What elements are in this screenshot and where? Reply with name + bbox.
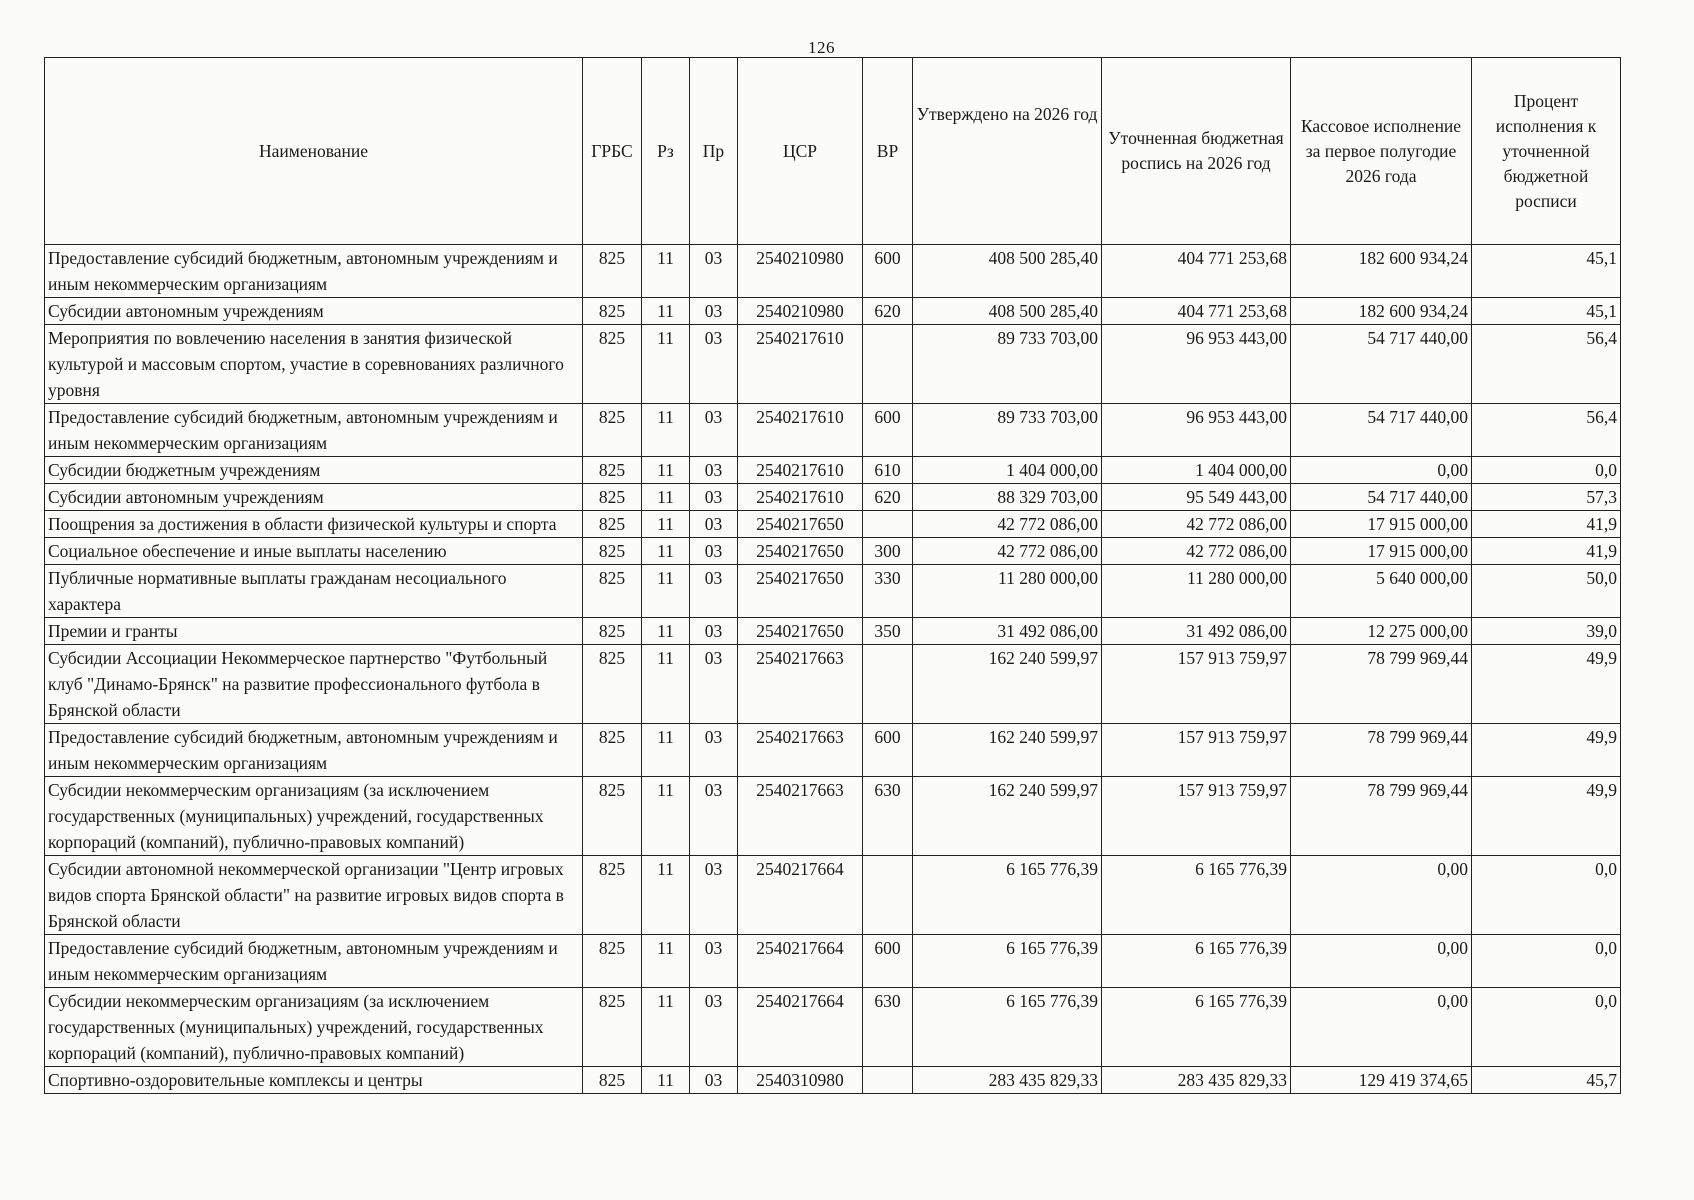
row-csr-cell: 2540217663 [738, 777, 863, 856]
row-csr-cell: 2540217664 [738, 935, 863, 988]
row-grbs-cell: 825 [583, 645, 642, 724]
row-pr-cell: 03 [690, 618, 738, 645]
row-pr-cell: 03 [690, 777, 738, 856]
row-refined-cell: 404 771 253,68 [1102, 245, 1291, 298]
row-percent-cell: 0,0 [1472, 935, 1621, 988]
row-cash-cell: 17 915 000,00 [1291, 511, 1472, 538]
header-grbs: ГРБС [583, 58, 642, 245]
table-row [45, 618, 1621, 645]
row-grbs-cell: 825 [583, 457, 642, 484]
row-approved-cell: 162 240 599,97 [913, 724, 1102, 777]
table-row [45, 511, 1621, 538]
row-percent-cell: 49,9 [1472, 777, 1621, 856]
row-cash-cell: 5 640 000,00 [1291, 565, 1472, 618]
row-approved-cell: 1 404 000,00 [913, 457, 1102, 484]
row-refined-cell: 157 913 759,97 [1102, 724, 1291, 777]
row-percent-cell: 45,1 [1472, 298, 1621, 325]
row-csr-cell: 2540217650 [738, 618, 863, 645]
row-pr-cell: 03 [690, 298, 738, 325]
page-number: 126 [808, 38, 835, 57]
row-vr-cell [863, 325, 913, 404]
row-pr-cell: 03 [690, 565, 738, 618]
row-name-cell: Субсидии бюджетным учреждениям [45, 457, 583, 484]
table-header-row [45, 58, 1621, 245]
row-percent-cell: 0,0 [1472, 988, 1621, 1067]
row-name-cell: Субсидии некоммерческим организациям (за исключением государственных (муниципальных) учреждений, государственных корпораций (компаний), публично-правовых компаний) [45, 777, 583, 856]
row-approved-cell: 6 165 776,39 [913, 935, 1102, 988]
row-pr-cell: 03 [690, 724, 738, 777]
row-approved-cell: 42 772 086,00 [913, 538, 1102, 565]
row-name-cell: Субсидии автономным учреждениям [45, 298, 583, 325]
row-cash-cell: 17 915 000,00 [1291, 538, 1472, 565]
row-percent-cell: 0,0 [1472, 457, 1621, 484]
row-grbs-cell: 825 [583, 724, 642, 777]
row-cash-cell: 78 799 969,44 [1291, 724, 1472, 777]
table-row [45, 457, 1621, 484]
row-cash-cell: 78 799 969,44 [1291, 777, 1472, 856]
row-cash-cell: 182 600 934,24 [1291, 245, 1472, 298]
header-percent: Процент исполнения к уточненной бюджетной росписи [1472, 58, 1621, 245]
row-rz-cell: 11 [642, 511, 690, 538]
header-approved: Утверждено на 2026 год [913, 58, 1102, 245]
row-vr-cell: 600 [863, 724, 913, 777]
row-name-cell: Предоставление субсидий бюджетным, автономным учреждениям и иным некоммерческим организациям [45, 245, 583, 298]
row-refined-cell: 1 404 000,00 [1102, 457, 1291, 484]
row-approved-cell: 89 733 703,00 [913, 404, 1102, 457]
row-approved-cell: 162 240 599,97 [913, 777, 1102, 856]
row-vr-cell: 630 [863, 777, 913, 856]
row-name-cell: Предоставление субсидий бюджетным, автономным учреждениям и иным некоммерческим организациям [45, 404, 583, 457]
row-rz-cell: 11 [642, 404, 690, 457]
row-percent-cell: 45,7 [1472, 1067, 1621, 1094]
table-row [45, 856, 1621, 935]
row-rz-cell: 11 [642, 298, 690, 325]
row-vr-cell: 630 [863, 988, 913, 1067]
row-percent-cell: 57,3 [1472, 484, 1621, 511]
table-row [45, 245, 1621, 298]
row-vr-cell: 600 [863, 404, 913, 457]
row-grbs-cell: 825 [583, 484, 642, 511]
header-cash: Кассовое исполнение за первое полугодие 2026 года [1291, 58, 1472, 245]
row-csr-cell: 2540217663 [738, 724, 863, 777]
table-row [45, 988, 1621, 1067]
row-percent-cell: 49,9 [1472, 724, 1621, 777]
row-csr-cell: 2540217650 [738, 511, 863, 538]
row-grbs-cell: 825 [583, 935, 642, 988]
row-percent-cell: 39,0 [1472, 618, 1621, 645]
row-vr-cell [863, 1067, 913, 1094]
row-vr-cell [863, 645, 913, 724]
row-name-cell: Субсидии автономным учреждениям [45, 484, 583, 511]
row-pr-cell: 03 [690, 484, 738, 511]
row-name-cell: Спортивно-оздоровительные комплексы и центры [45, 1067, 583, 1094]
row-refined-cell: 11 280 000,00 [1102, 565, 1291, 618]
row-grbs-cell: 825 [583, 538, 642, 565]
row-refined-cell: 96 953 443,00 [1102, 404, 1291, 457]
row-pr-cell: 03 [690, 325, 738, 404]
row-rz-cell: 11 [642, 484, 690, 511]
row-pr-cell: 03 [690, 511, 738, 538]
row-approved-cell: 88 329 703,00 [913, 484, 1102, 511]
table-row [45, 538, 1621, 565]
row-rz-cell: 11 [642, 935, 690, 988]
row-rz-cell: 11 [642, 618, 690, 645]
row-csr-cell: 2540217650 [738, 538, 863, 565]
row-grbs-cell: 825 [583, 325, 642, 404]
row-name-cell: Социальное обеспечение и иные выплаты населению [45, 538, 583, 565]
row-grbs-cell: 825 [583, 618, 642, 645]
row-name-cell: Мероприятия по вовлечению населения в занятия физической культурой и массовым спортом, участие в соревнованиях различного уровня [45, 325, 583, 404]
table-row [45, 777, 1621, 856]
row-refined-cell: 6 165 776,39 [1102, 988, 1291, 1067]
row-csr-cell: 2540217610 [738, 484, 863, 511]
row-csr-cell: 2540217610 [738, 325, 863, 404]
row-percent-cell: 56,4 [1472, 325, 1621, 404]
row-grbs-cell: 825 [583, 856, 642, 935]
row-refined-cell: 42 772 086,00 [1102, 538, 1291, 565]
table-row [45, 645, 1621, 724]
row-pr-cell: 03 [690, 538, 738, 565]
budget-table [44, 57, 1621, 1094]
header-csr: ЦСР [738, 58, 863, 245]
row-approved-cell: 408 500 285,40 [913, 245, 1102, 298]
row-pr-cell: 03 [690, 856, 738, 935]
row-rz-cell: 11 [642, 988, 690, 1067]
header-vr: ВР [863, 58, 913, 245]
row-vr-cell [863, 511, 913, 538]
header-rz: Рз [642, 58, 690, 245]
row-vr-cell: 300 [863, 538, 913, 565]
row-percent-cell: 56,4 [1472, 404, 1621, 457]
row-percent-cell: 41,9 [1472, 538, 1621, 565]
table-row [45, 298, 1621, 325]
row-cash-cell: 78 799 969,44 [1291, 645, 1472, 724]
row-vr-cell: 330 [863, 565, 913, 618]
row-cash-cell: 54 717 440,00 [1291, 325, 1472, 404]
row-approved-cell: 6 165 776,39 [913, 988, 1102, 1067]
row-pr-cell: 03 [690, 988, 738, 1067]
row-grbs-cell: 825 [583, 1067, 642, 1094]
row-percent-cell: 45,1 [1472, 245, 1621, 298]
row-csr-cell: 2540217664 [738, 988, 863, 1067]
row-name-cell: Субсидии Ассоциации Некоммерческое партнерство "Футбольный клуб "Динамо-Брянск" на развитие профессионального футбола в Брянской области [45, 645, 583, 724]
row-refined-cell: 283 435 829,33 [1102, 1067, 1291, 1094]
row-cash-cell: 12 275 000,00 [1291, 618, 1472, 645]
row-refined-cell: 95 549 443,00 [1102, 484, 1291, 511]
row-rz-cell: 11 [642, 538, 690, 565]
row-pr-cell: 03 [690, 645, 738, 724]
row-approved-cell: 408 500 285,40 [913, 298, 1102, 325]
row-rz-cell: 11 [642, 1067, 690, 1094]
table-row [45, 484, 1621, 511]
row-refined-cell: 31 492 086,00 [1102, 618, 1291, 645]
row-approved-cell: 283 435 829,33 [913, 1067, 1102, 1094]
header-name: Наименование [45, 58, 583, 245]
row-vr-cell: 610 [863, 457, 913, 484]
header-refined: Уточненная бюджетная роспись на 2026 год [1102, 58, 1291, 245]
row-grbs-cell: 825 [583, 245, 642, 298]
row-csr-cell: 2540217663 [738, 645, 863, 724]
row-refined-cell: 404 771 253,68 [1102, 298, 1291, 325]
row-csr-cell: 2540217664 [738, 856, 863, 935]
row-pr-cell: 03 [690, 457, 738, 484]
row-rz-cell: 11 [642, 645, 690, 724]
row-rz-cell: 11 [642, 245, 690, 298]
row-approved-cell: 6 165 776,39 [913, 856, 1102, 935]
header-pr: Пр [690, 58, 738, 245]
row-name-cell: Субсидии автономной некоммерческой организации "Центр игровых видов спорта Брянской области" на развитие игровых видов спорта в Брянской области [45, 856, 583, 935]
row-grbs-cell: 825 [583, 511, 642, 538]
row-rz-cell: 11 [642, 777, 690, 856]
row-csr-cell: 2540217610 [738, 404, 863, 457]
row-pr-cell: 03 [690, 404, 738, 457]
row-name-cell: Предоставление субсидий бюджетным, автономным учреждениям и иным некоммерческим организациям [45, 724, 583, 777]
row-approved-cell: 162 240 599,97 [913, 645, 1102, 724]
row-vr-cell [863, 856, 913, 935]
row-percent-cell: 49,9 [1472, 645, 1621, 724]
row-refined-cell: 6 165 776,39 [1102, 935, 1291, 988]
row-approved-cell: 89 733 703,00 [913, 325, 1102, 404]
row-name-cell: Предоставление субсидий бюджетным, автономным учреждениям и иным некоммерческим организациям [45, 935, 583, 988]
row-vr-cell: 600 [863, 935, 913, 988]
table-row [45, 935, 1621, 988]
row-refined-cell: 157 913 759,97 [1102, 777, 1291, 856]
row-csr-cell: 2540310980 [738, 1067, 863, 1094]
row-name-cell: Публичные нормативные выплаты гражданам несоциального характера [45, 565, 583, 618]
row-refined-cell: 6 165 776,39 [1102, 856, 1291, 935]
row-cash-cell: 54 717 440,00 [1291, 404, 1472, 457]
table-row [45, 1067, 1621, 1094]
row-refined-cell: 42 772 086,00 [1102, 511, 1291, 538]
row-percent-cell: 41,9 [1472, 511, 1621, 538]
table-row [45, 325, 1621, 404]
row-cash-cell: 0,00 [1291, 457, 1472, 484]
row-csr-cell: 2540210980 [738, 245, 863, 298]
row-approved-cell: 31 492 086,00 [913, 618, 1102, 645]
row-vr-cell: 350 [863, 618, 913, 645]
row-refined-cell: 157 913 759,97 [1102, 645, 1291, 724]
row-csr-cell: 2540217610 [738, 457, 863, 484]
row-approved-cell: 11 280 000,00 [913, 565, 1102, 618]
row-vr-cell: 600 [863, 245, 913, 298]
row-grbs-cell: 825 [583, 777, 642, 856]
row-vr-cell: 620 [863, 484, 913, 511]
row-rz-cell: 11 [642, 325, 690, 404]
row-pr-cell: 03 [690, 245, 738, 298]
row-rz-cell: 11 [642, 856, 690, 935]
table-row [45, 724, 1621, 777]
row-grbs-cell: 825 [583, 565, 642, 618]
row-rz-cell: 11 [642, 724, 690, 777]
row-name-cell: Субсидии некоммерческим организациям (за исключением государственных (муниципальных) учреждений, государственных корпораций (компаний), публично-правовых компаний) [45, 988, 583, 1067]
row-grbs-cell: 825 [583, 298, 642, 325]
table-body [45, 245, 1621, 1094]
row-cash-cell: 0,00 [1291, 935, 1472, 988]
table-row [45, 404, 1621, 457]
row-pr-cell: 03 [690, 1067, 738, 1094]
row-name-cell: Поощрения за достижения в области физической культуры и спорта [45, 511, 583, 538]
row-percent-cell: 50,0 [1472, 565, 1621, 618]
row-percent-cell: 0,0 [1472, 856, 1621, 935]
row-grbs-cell: 825 [583, 404, 642, 457]
row-cash-cell: 182 600 934,24 [1291, 298, 1472, 325]
row-cash-cell: 129 419 374,65 [1291, 1067, 1472, 1094]
row-csr-cell: 2540217650 [738, 565, 863, 618]
row-rz-cell: 11 [642, 457, 690, 484]
row-grbs-cell: 825 [583, 988, 642, 1067]
row-approved-cell: 42 772 086,00 [913, 511, 1102, 538]
row-cash-cell: 0,00 [1291, 988, 1472, 1067]
row-vr-cell: 620 [863, 298, 913, 325]
row-rz-cell: 11 [642, 565, 690, 618]
row-refined-cell: 96 953 443,00 [1102, 325, 1291, 404]
row-pr-cell: 03 [690, 935, 738, 988]
row-cash-cell: 0,00 [1291, 856, 1472, 935]
row-csr-cell: 2540210980 [738, 298, 863, 325]
row-name-cell: Премии и гранты [45, 618, 583, 645]
row-cash-cell: 54 717 440,00 [1291, 484, 1472, 511]
table-row [45, 565, 1621, 618]
